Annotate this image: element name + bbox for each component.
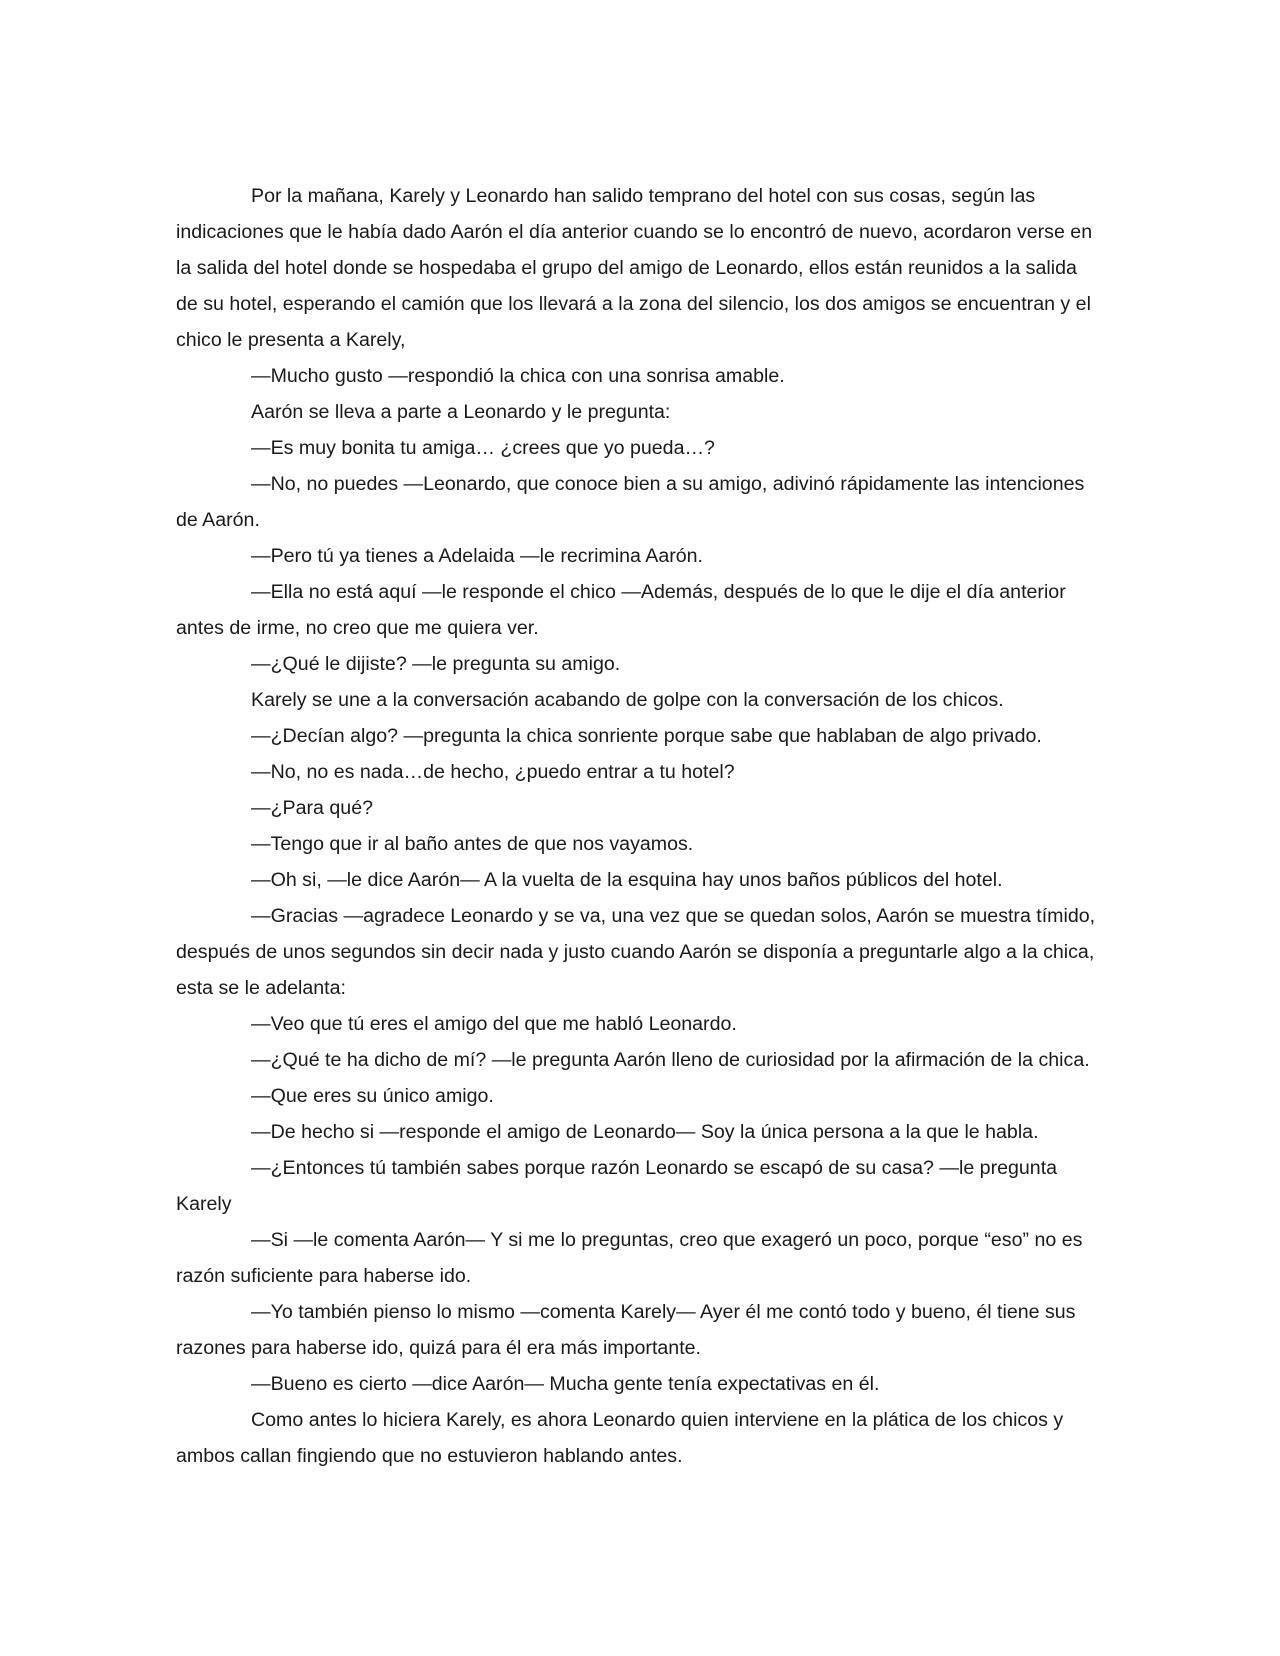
paragraph: —No, no es nada…de hecho, ¿puedo entrar a tu hotel? bbox=[251, 761, 735, 783]
paragraph: —Oh si, —le dice Aarón— A la vuelta de la esquina hay unos baños públicos del hotel. bbox=[251, 869, 1003, 891]
paragraph: —Mucho gusto —respondió la chica con una sonrisa amable. bbox=[251, 365, 785, 387]
body-text bbox=[176, 178, 1104, 1474]
paragraph: —Es muy bonita tu amiga… ¿crees que yo pueda…? bbox=[251, 437, 715, 459]
paragraph: —¿Qué le dijiste? —le pregunta su amigo. bbox=[251, 653, 621, 675]
paragraph: —¿Qué te ha dicho de mí? —le pregunta Aarón lleno de curiosidad por la afirmación de la chica. bbox=[251, 1049, 1090, 1071]
paragraph: —Yo también pienso lo mismo —comenta Karely— Ayer él me contó todo y bueno, él tiene sus razones para haberse ido, quizá para él era más importante. bbox=[176, 1301, 1076, 1359]
paragraph: —Pero tú ya tienes a Adelaida —le recrimina Aarón. bbox=[251, 545, 703, 567]
paragraph: —De hecho si —responde el amigo de Leonardo— Soy la única persona a la que le habla. bbox=[251, 1121, 1039, 1143]
paragraph: —Tengo que ir al baño antes de que nos vayamos. bbox=[251, 833, 694, 855]
paragraph: —¿Decían algo? —pregunta la chica sonriente porque sabe que hablaban de algo privado. bbox=[251, 725, 1042, 747]
paragraph: —Gracias —agradece Leonardo y se va, una vez que se quedan solos, Aarón se muestra tímido, después de unos segundos sin decir nada y justo cuando Aarón se disponía a preguntarle algo a la chica, esta se le adelanta: bbox=[176, 905, 1096, 999]
paragraph: —No, no puedes —Leonardo, que conoce bien a su amigo, adivinó rápidamente las intenciones de Aarón. bbox=[176, 473, 1085, 531]
paragraph: —Bueno es cierto —dice Aarón— Mucha gente tenía expectativas en él. bbox=[251, 1373, 880, 1395]
paragraph: Por la mañana, Karely y Leonardo han salido temprano del hotel con sus cosas, según las indicaciones que le había dado Aarón el día anterior cuando se lo encontró de nuevo, acordaron verse en la salida del hotel donde se hospedaba el grupo del amigo de Leonardo, ellos están reunidos a la salida de su hotel, esperando el camión que los llevará a la zona del silencio, los dos amigos se encuentran y el chico le presenta a Karely, bbox=[176, 185, 1093, 351]
paragraph: —Si —le comenta Aarón— Y si me lo preguntas, creo que exageró un poco, porque “eso” no es razón suficiente para haberse ido. bbox=[176, 1229, 1083, 1287]
paragraph: Como antes lo hiciera Karely, es ahora Leonardo quien interviene en la plática de los chicos y ambos callan fingiendo que no estuvieron hablando antes. bbox=[176, 1409, 1064, 1467]
paragraph: —Veo que tú eres el amigo del que me habló Leonardo. bbox=[251, 1013, 737, 1035]
paragraph: —¿Para qué? bbox=[251, 797, 373, 819]
paragraph: —Ella no está aquí —le responde el chico —Además, después de lo que le dije el día anterior antes de irme, no creo que me quiera ver. bbox=[176, 581, 1066, 639]
paragraph: —¿Entonces tú también sabes porque razón Leonardo se escapó de su casa? —le pregunta Karely bbox=[176, 1157, 1058, 1215]
paragraph: Karely se une a la conversación acabando de golpe con la conversación de los chicos. bbox=[251, 689, 1004, 711]
paragraph: —Que eres su único amigo. bbox=[251, 1085, 494, 1107]
paragraph: Aarón se lleva a parte a Leonardo y le pregunta: bbox=[251, 401, 671, 423]
